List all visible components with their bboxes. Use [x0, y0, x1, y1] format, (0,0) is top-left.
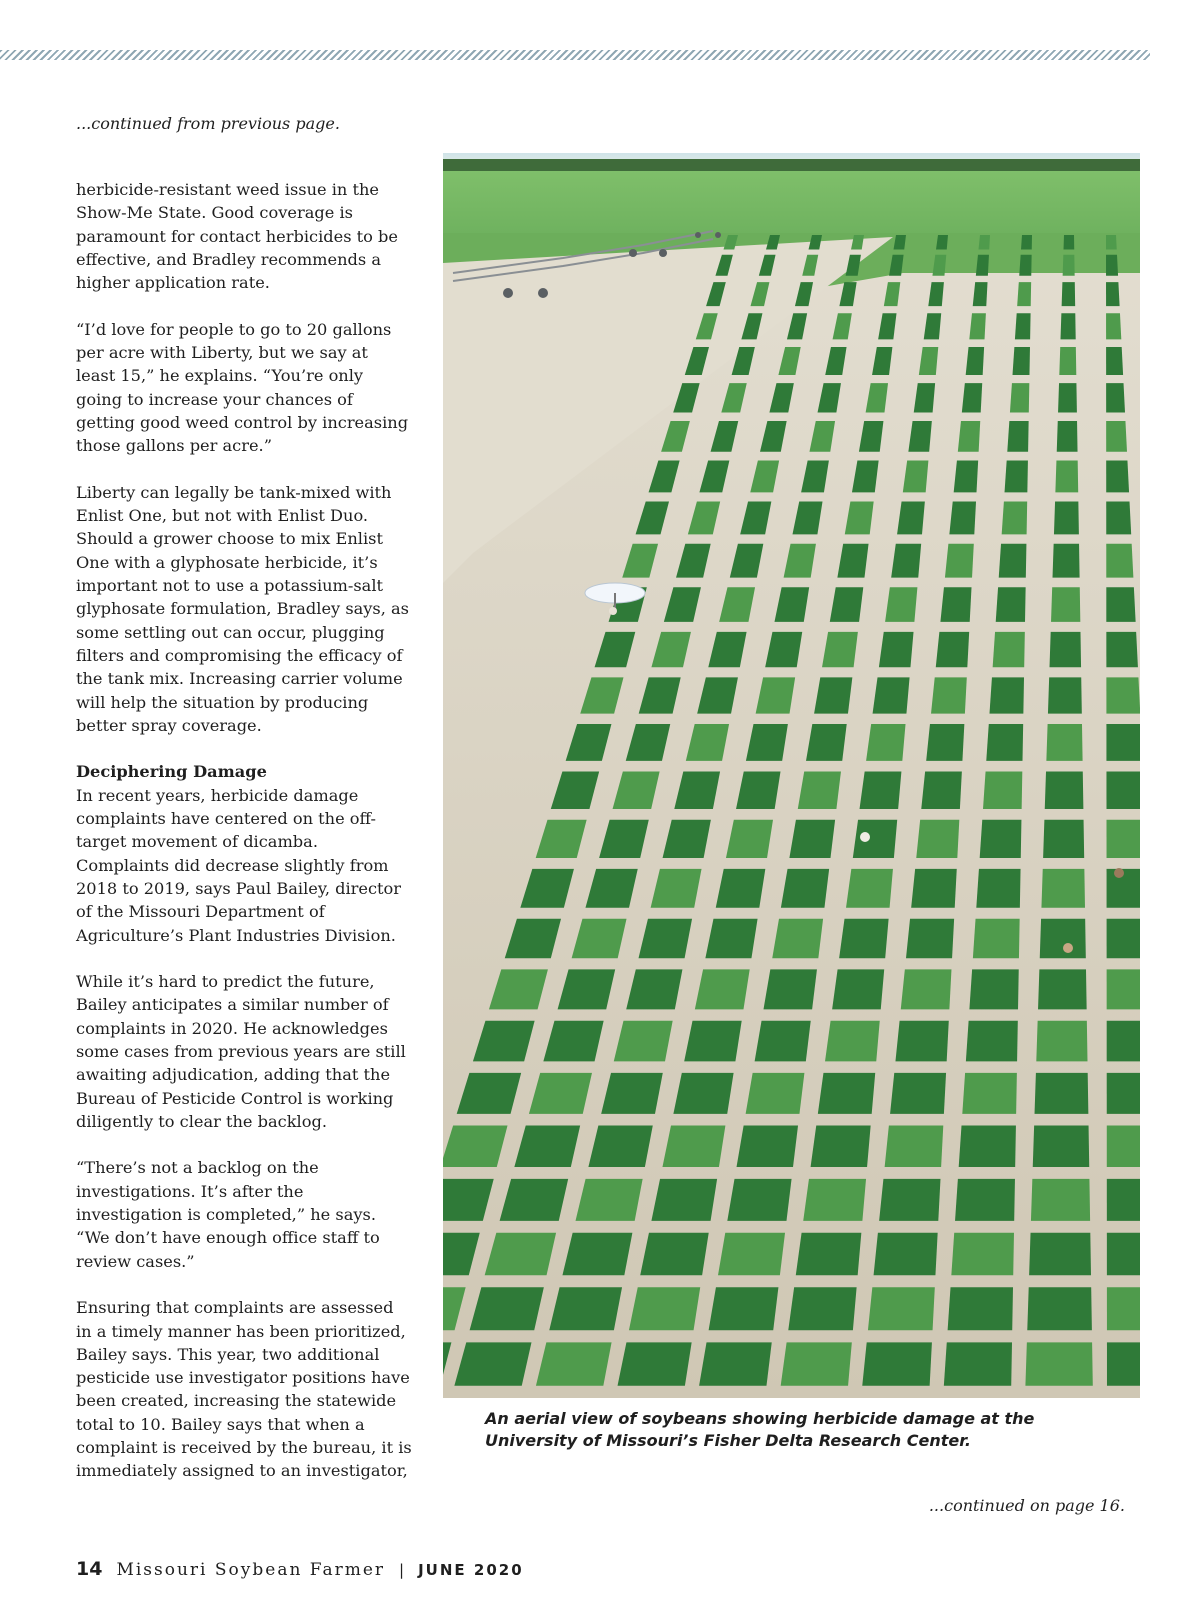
soybean-plot — [798, 771, 841, 809]
soybean-plot — [514, 1126, 580, 1168]
soybean-plot — [983, 771, 1022, 809]
soybean-plot — [1106, 544, 1133, 578]
soybean-plot — [1106, 383, 1125, 412]
article-paragraph: “There’s not a backlog on the investigations. It’s after the investigation is completed,” he says. “We don’t have enough office staff to review cases.” — [76, 1158, 380, 1271]
soybean-plot — [1015, 313, 1031, 339]
soybean-plot — [862, 1342, 932, 1385]
soybean-plot — [789, 820, 835, 858]
soybean-plot — [1059, 347, 1076, 375]
soybean-plot — [1107, 1287, 1140, 1330]
soybean-plot — [1107, 820, 1140, 858]
page-footer — [76, 1558, 524, 1582]
soybean-plot — [1002, 502, 1028, 535]
soybean-plot — [966, 1021, 1018, 1062]
soybean-plot — [1051, 587, 1080, 622]
page-number: 14 — [76, 1558, 103, 1580]
soybean-plot — [1040, 919, 1086, 958]
soybean-plot — [949, 502, 976, 535]
soybean-plot — [736, 771, 780, 809]
soybean-plot — [1106, 347, 1123, 375]
soybean-plot — [1025, 1342, 1092, 1385]
soybean-plot — [885, 587, 917, 622]
soybean-plot — [895, 1021, 948, 1062]
soybean-plot — [906, 919, 954, 958]
article-subhead: Deciphering Damage — [76, 762, 267, 782]
soybean-plot — [986, 724, 1023, 761]
soybean-plot — [443, 1126, 508, 1168]
soybean-plot — [684, 1021, 742, 1062]
soybean-plot — [944, 1342, 1012, 1385]
soybean-plot — [614, 1021, 673, 1062]
publication-name: Missouri Soybean Farmer — [116, 1560, 386, 1580]
soybean-plot — [822, 632, 858, 667]
soybean-plot — [853, 820, 897, 858]
soybean-plot — [1058, 383, 1077, 412]
soybean-plot — [980, 820, 1022, 858]
soybean-plot — [936, 632, 969, 667]
soybean-plot — [955, 1179, 1015, 1221]
photo-caption: An aerial view of soybeans showing herbicide damage at the University of Missouri’s Fisher Delta Research Center. — [485, 1409, 1035, 1450]
soybean-plot — [1106, 771, 1140, 809]
soybean-plot — [1106, 235, 1117, 250]
soybean-plot — [1106, 282, 1120, 306]
soybean-plot — [873, 677, 910, 713]
soybean-plot — [1107, 919, 1140, 958]
soybean-plot — [576, 1179, 643, 1221]
soybean-plot — [989, 677, 1024, 713]
soybean-plot — [868, 1287, 935, 1330]
soybean-plot — [772, 919, 823, 958]
soybean-plot — [601, 1073, 663, 1114]
soybean-plot — [846, 869, 893, 908]
soybean-plot — [1107, 1179, 1140, 1221]
soybean-plot — [973, 919, 1020, 958]
article-paragraph: Ensuring that complaints are assessed in a timely manner has been prioritized, Bailey says. This year, two additional pesticide use investigator positions have been created, increasing the statewide total to 10. Bailey says that when a complaint is received by the bureau, it is immediately assigned to an investigator, — [76, 1298, 412, 1481]
soybean-plot — [1106, 632, 1138, 667]
soybean-plot — [879, 632, 914, 667]
soybean-plot — [1107, 1342, 1140, 1385]
soybean-plot — [903, 461, 929, 493]
soybean-plot — [726, 820, 773, 858]
soybean-plot — [1017, 282, 1031, 306]
soybean-plot — [979, 235, 990, 250]
soybean-plot — [966, 347, 984, 375]
top-hatched-rule — [0, 50, 1150, 60]
soybean-plot — [1106, 313, 1121, 339]
soybean-plot — [1057, 421, 1078, 452]
soybean-plot — [811, 1126, 871, 1168]
soybean-plot — [1045, 771, 1084, 809]
soybean-plot — [948, 1287, 1013, 1330]
soybean-plot — [806, 724, 847, 761]
soybean-plot — [485, 1233, 556, 1275]
soybean-plot — [1035, 1073, 1089, 1114]
soybean-plot — [626, 969, 682, 1009]
article-body-column — [76, 178, 412, 1483]
soybean-plot — [629, 1287, 700, 1330]
soybean-plot — [562, 1233, 632, 1275]
soybean-plot — [737, 1126, 799, 1168]
soybean-plot — [1107, 1126, 1140, 1168]
soybean-plot — [1050, 632, 1082, 667]
soybean-plot — [662, 1126, 725, 1168]
soybean-plot — [763, 969, 816, 1009]
soybean-plot — [1054, 502, 1079, 535]
soybean-plot — [1048, 677, 1082, 713]
soybean-plot — [1027, 1287, 1092, 1330]
soybean-plot — [1038, 969, 1087, 1009]
aerial-soybean-photo — [443, 153, 1140, 1398]
soybean-plot — [891, 544, 921, 578]
soybean-plot — [755, 1021, 811, 1062]
soybean-plot — [1060, 313, 1075, 339]
soybean-plot — [911, 869, 957, 908]
soybean-plot — [1019, 255, 1031, 276]
soybean-plot — [973, 282, 988, 306]
soybean-plot — [1043, 820, 1084, 858]
soybean-plot — [885, 1126, 944, 1168]
soybean-plot — [1106, 255, 1118, 276]
soybean-plot — [718, 1233, 785, 1275]
soybean-plot — [958, 421, 980, 452]
soybean-plot — [921, 771, 962, 809]
soybean-plot — [1107, 1021, 1140, 1062]
soybean-plot — [976, 255, 989, 276]
soybean-plot — [916, 820, 959, 858]
soybean-plot — [1046, 724, 1082, 761]
soybean-plot — [1053, 544, 1080, 578]
soybean-plot — [879, 1179, 940, 1221]
soybean-plot — [549, 1287, 622, 1330]
soybean-plot — [470, 1287, 544, 1330]
soybean-plot — [640, 1233, 708, 1275]
article-paragraph: herbicide-resistant weed issue in the Show-Me State. Good coverage is paramount for contact herbicides to be effective, and Bradley recommends a higher application rate. — [76, 180, 398, 293]
soybean-plot — [1041, 869, 1085, 908]
soybean-plot — [454, 1342, 531, 1385]
soybean-plot — [959, 1126, 1016, 1168]
soybean-plot — [1007, 421, 1028, 452]
soybean-field-illustration — [443, 153, 1140, 1398]
soybean-plot — [1106, 421, 1127, 452]
soybean-plot — [814, 677, 852, 713]
soybean-plot — [588, 1126, 652, 1168]
soybean-plot — [901, 969, 952, 1009]
soybean-plot — [1064, 235, 1075, 250]
soybean-plot — [866, 724, 905, 761]
soybean-plot — [500, 1179, 569, 1221]
soybean-plot — [839, 919, 888, 958]
footer-separator: | — [399, 1561, 405, 1579]
soybean-plot — [716, 869, 766, 908]
soybean-plot — [954, 461, 979, 493]
article-paragraph: In recent years, herbicide damage complaints have centered on the off-target movement of dicamba. Complaints did decrease slightly from 2018 to 2019, says Paul Bailey, director of the Missouri Department of Agriculture’s Plant Industries Division. — [76, 785, 402, 945]
soybean-plot — [890, 1073, 946, 1114]
continued-from-note: ...continued from previous page. — [76, 114, 340, 133]
soybean-plot — [709, 1287, 779, 1330]
soybean-plot — [860, 771, 902, 809]
soybean-plot — [926, 724, 964, 761]
soybean-plot — [999, 544, 1027, 578]
soybean-plot — [931, 677, 967, 713]
soybean-plot — [1107, 1233, 1140, 1275]
soybean-plot — [536, 1342, 612, 1385]
soybean-plot — [1036, 1021, 1087, 1062]
soybean-plot — [874, 1233, 938, 1275]
soybean-plot — [1010, 383, 1029, 412]
soybean-plot — [1005, 461, 1028, 493]
soybean-plot — [1063, 255, 1075, 276]
soybean-plot — [788, 1287, 856, 1330]
soybean-plot — [945, 544, 974, 578]
soybean-plot — [705, 919, 757, 958]
soybean-plot — [727, 1179, 791, 1221]
soybean-plot — [1106, 461, 1129, 493]
soybean-plot — [796, 1233, 862, 1275]
soybean-plot — [695, 969, 750, 1009]
soybean-plot — [951, 1233, 1014, 1275]
soybean-plot — [673, 1073, 733, 1114]
soybean-plot — [1106, 724, 1140, 761]
soybean-plot — [746, 1073, 805, 1114]
soybean-plot — [1055, 461, 1078, 493]
article-paragraph: Liberty can legally be tank-mixed with Enlist One, but not with Enlist Duo. Should a grower choose to mix Enlist One with a glyphosate herbicide, it’s important not to use a potassium-salt glyphosate formulation, Bradley says, as some settling out can occur, plugging filters and compromising the efficacy of the tank mix. Increasing carrier volume will help the situation by producing better spray coverage. — [76, 482, 409, 735]
soybean-plot — [781, 1342, 852, 1385]
soybean-plot — [1107, 1073, 1140, 1114]
soybean-plot — [1012, 347, 1029, 375]
soybean-plot — [803, 1179, 866, 1221]
soybean-plot — [996, 587, 1026, 622]
soybean-plot — [936, 235, 948, 250]
soybean-plot — [1106, 677, 1140, 713]
continued-on-note: ...continued on page 16. — [928, 1496, 1125, 1515]
soybean-plot — [1021, 235, 1032, 250]
soybean-plot — [1033, 1126, 1089, 1168]
soybean-plot — [825, 1021, 880, 1062]
soybean-plot — [699, 1342, 772, 1385]
article-paragraph: “I’d love for people to go to 20 gallons per acre with Liberty, but we say at least 15,” he explains. “You’re only going to increase your chances of getting good weed control by increasing those gallons per acre.” — [76, 319, 409, 456]
soybean-plot — [962, 383, 982, 412]
soybean-plot — [993, 632, 1025, 667]
soybean-plot — [1031, 1179, 1090, 1221]
soybean-plot — [1106, 587, 1135, 622]
soybean-plot — [1106, 502, 1131, 535]
soybean-plot — [897, 502, 925, 535]
soybean-plot — [962, 1073, 1017, 1114]
soybean-plot — [969, 313, 986, 339]
issue-date: JUNE 2020 — [418, 1561, 524, 1579]
soybean-plot — [1107, 969, 1140, 1009]
soybean-plot — [651, 1179, 717, 1221]
soybean-plot — [1029, 1233, 1091, 1275]
soybean-plot — [969, 969, 1018, 1009]
soybean-plot — [618, 1342, 692, 1385]
soybean-plot — [1062, 282, 1076, 306]
soybean-plot — [976, 869, 1020, 908]
soybean-plot — [818, 1073, 875, 1114]
soybean-plot — [781, 869, 829, 908]
article-paragraph: While it’s hard to predict the future, Bailey anticipates a similar number of complaints in 2020. He acknowledges some cases from previous years are still awaiting adjudication, adding that the Bureau of Pesticide Control is working diligently to clear the backlog. — [76, 972, 406, 1131]
soybean-plot — [940, 587, 971, 622]
soybean-plot — [832, 969, 884, 1009]
